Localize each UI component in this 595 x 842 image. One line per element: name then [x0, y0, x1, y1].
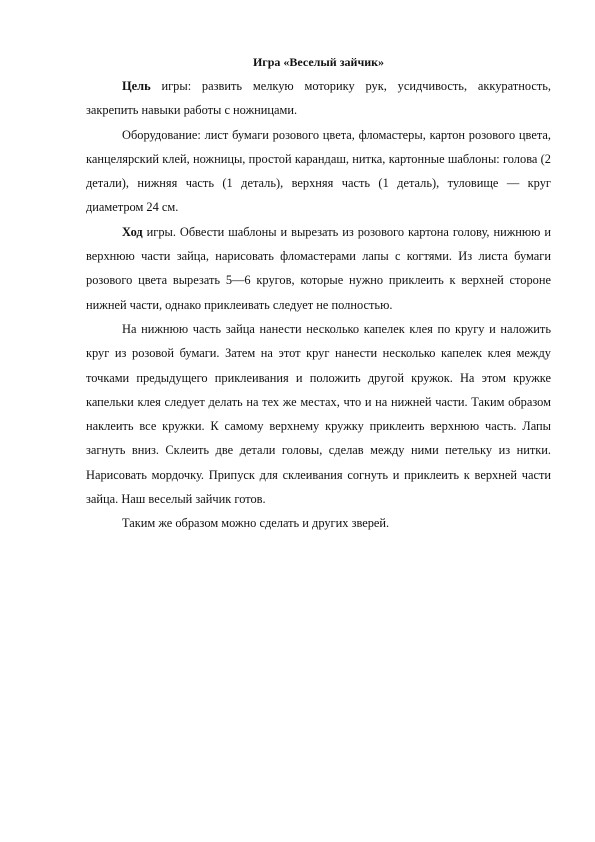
- paragraph-text: На нижнюю часть зайца нанести несколько капелек клея по кругу и наложить круг из розовой бумаги. Затем на этот круг нанести несколько капелек клея между точками предыдущего приклеивания и положить другой кружок. На этом кружке капельки клея следует делать на тех же местах, что и на нижней части. Таким образом наклеить все кружки. К самому верхнему кружку приклеить верхнюю часть. Лапы загнуть вниз. Склеить две детали головы, сделав между ними петельку из нитки. Нарисовать мордочку. Припуск для склеивания согнуть и приклеить к верхней части зайца. Наш веселый зайчик готов.: [86, 321, 551, 507]
- paragraph-text: Оборудование: лист бумаги розового цвета, фломастеры, картон розового цвета, канцелярский клей, ножницы, простой карандаш, нитка, картонные шаблоны: голова (2 детали), нижняя часть (1 деталь), верхняя часть (1 деталь), туловище — круг диаметром 24 см.: [86, 127, 551, 215]
- paragraph-procedure: [86, 220, 551, 317]
- document-body: [86, 50, 551, 536]
- document-title: Игра «Веселый зайчик»: [252, 55, 385, 69]
- paragraph-conclusion: [86, 511, 551, 535]
- paragraph-text: Таким же образом можно сделать и других зверей.: [122, 516, 390, 531]
- paragraph-goal: [86, 74, 551, 123]
- paragraph-text: игры. Обвести шаблоны и вырезать из розового картона голову, нижнюю и верхнюю части зайца, нарисовать фломастерами лапы с когтями. Из листа бумаги розового цвета вырезать 5—6 кругов, которые нужно приклеить к верхней стороне нижней части, однако приклеивать следует не полностью.: [86, 224, 551, 312]
- paragraph-lead: Ход: [122, 224, 143, 239]
- paragraph-assembly: [86, 317, 551, 511]
- paragraph-equipment: [86, 123, 551, 220]
- paragraph-lead: Цель: [122, 79, 151, 93]
- paragraph-text: игры: развить мелкую моторику рук, усидчивость, аккуратность, закрепить навыки работы с ножницами.: [86, 79, 551, 118]
